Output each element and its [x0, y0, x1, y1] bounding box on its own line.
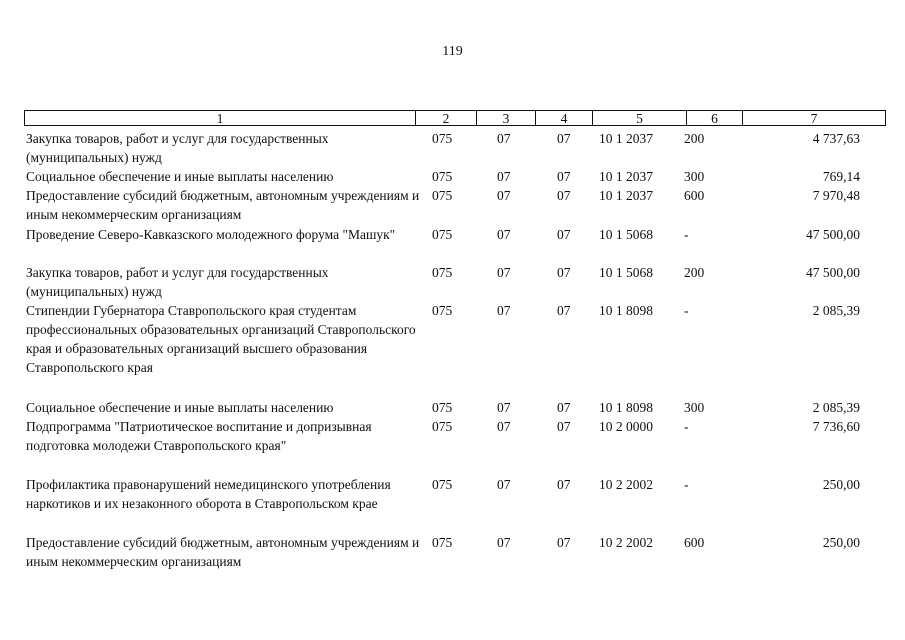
row-name: Социальное обеспечение и иные выплаты населению — [26, 169, 334, 184]
row-subsection: 07 — [557, 419, 571, 434]
row-amount: 4 737,63 — [812, 131, 860, 146]
row-section: 07 — [497, 169, 511, 184]
row-section: 07 — [497, 400, 511, 415]
row-subsection: 07 — [557, 303, 571, 318]
row-amount: 250,00 — [822, 477, 860, 492]
row-expense-type: - — [684, 227, 689, 242]
row-amount: 769,14 — [822, 169, 860, 184]
row-amount: 250,00 — [822, 535, 860, 550]
row-amount: 47 500,00 — [806, 265, 860, 280]
row-target-item: 10 2 2002 — [599, 477, 653, 492]
row-amount: 47 500,00 — [806, 227, 860, 242]
row-code-ministry: 075 — [432, 477, 453, 492]
page-number: 119 — [442, 44, 463, 59]
row-expense-type: 300 — [684, 169, 705, 184]
row-expense-type: 200 — [684, 265, 705, 280]
row-target-item: 10 1 5068 — [599, 265, 653, 280]
row-subsection: 07 — [557, 535, 571, 550]
row-expense-type: 200 — [684, 131, 705, 146]
row-name: Закупка товаров, работ и услуг для государственных (муниципальных) нужд — [26, 131, 329, 165]
row-code-ministry: 075 — [432, 131, 453, 146]
row-subsection: 07 — [557, 131, 571, 146]
row-section: 07 — [497, 303, 511, 318]
row-target-item: 10 1 2037 — [599, 188, 653, 203]
header-col-5: 5 — [593, 110, 687, 126]
header-col-7: 7 — [743, 110, 886, 126]
row-code-ministry: 075 — [432, 535, 453, 550]
row-section: 07 — [497, 419, 511, 434]
row-code-ministry: 075 — [432, 227, 453, 242]
row-target-item: 10 1 5068 — [599, 227, 653, 242]
row-code-ministry: 075 — [432, 400, 453, 415]
row-subsection: 07 — [557, 188, 571, 203]
row-name: Закупка товаров, работ и услуг для государственных (муниципальных) нужд — [26, 265, 329, 299]
row-expense-type: - — [684, 477, 689, 492]
row-code-ministry: 075 — [432, 419, 453, 434]
row-target-item: 10 2 2002 — [599, 535, 653, 550]
row-name: Подпрограмма "Патриотическое воспитание и допризывная подготовка молодежи Ставропольского края" — [26, 419, 372, 453]
row-name: Стипендии Губернатора Ставропольского края студентам профессиональных образовательных организаций Ставропольского края и образовательных организаций высшего образования Ставропольского края — [26, 303, 416, 375]
row-target-item: 10 2 0000 — [599, 419, 653, 434]
row-name: Предоставление субсидий бюджетным, автономным учреждениям и иным некоммерческим организациям — [26, 188, 420, 222]
header-col-6: 6 — [687, 110, 743, 126]
row-subsection: 07 — [557, 265, 571, 280]
row-target-item: 10 1 2037 — [599, 131, 653, 146]
row-amount: 7 736,60 — [812, 419, 860, 434]
row-subsection: 07 — [557, 227, 571, 242]
row-section: 07 — [497, 535, 511, 550]
row-code-ministry: 075 — [432, 169, 453, 184]
row-expense-type: 600 — [684, 188, 705, 203]
row-section: 07 — [497, 131, 511, 146]
row-target-item: 10 1 8098 — [599, 303, 653, 318]
row-expense-type: - — [684, 303, 689, 318]
header-col-2: 2 — [416, 110, 477, 126]
row-expense-type: - — [684, 419, 689, 434]
row-section: 07 — [497, 265, 511, 280]
row-amount: 2 085,39 — [812, 303, 860, 318]
row-code-ministry: 075 — [432, 265, 453, 280]
row-subsection: 07 — [557, 400, 571, 415]
row-expense-type: 300 — [684, 400, 705, 415]
row-name: Проведение Северо-Кавказского молодежного форума "Машук" — [26, 227, 396, 242]
header-col-4: 4 — [536, 110, 593, 126]
row-amount: 2 085,39 — [812, 400, 860, 415]
row-amount: 7 970,48 — [812, 188, 860, 203]
row-name: Предоставление субсидий бюджетным, автономным учреждениям и иным некоммерческим организациям — [26, 535, 420, 569]
row-code-ministry: 075 — [432, 188, 453, 203]
row-subsection: 07 — [557, 477, 571, 492]
header-col-3: 3 — [477, 110, 536, 126]
row-section: 07 — [497, 188, 511, 203]
row-name: Профилактика правонарушений немедицинского употребления наркотиков и их незаконного оборота в Ставропольском крае — [26, 477, 391, 511]
row-code-ministry: 075 — [432, 303, 453, 318]
row-section: 07 — [497, 477, 511, 492]
row-subsection: 07 — [557, 169, 571, 184]
row-section: 07 — [497, 227, 511, 242]
row-expense-type: 600 — [684, 535, 705, 550]
row-target-item: 10 1 2037 — [599, 169, 653, 184]
header-col-1: 1 — [24, 110, 416, 126]
row-name: Социальное обеспечение и иные выплаты населению — [26, 400, 334, 415]
row-target-item: 10 1 8098 — [599, 400, 653, 415]
